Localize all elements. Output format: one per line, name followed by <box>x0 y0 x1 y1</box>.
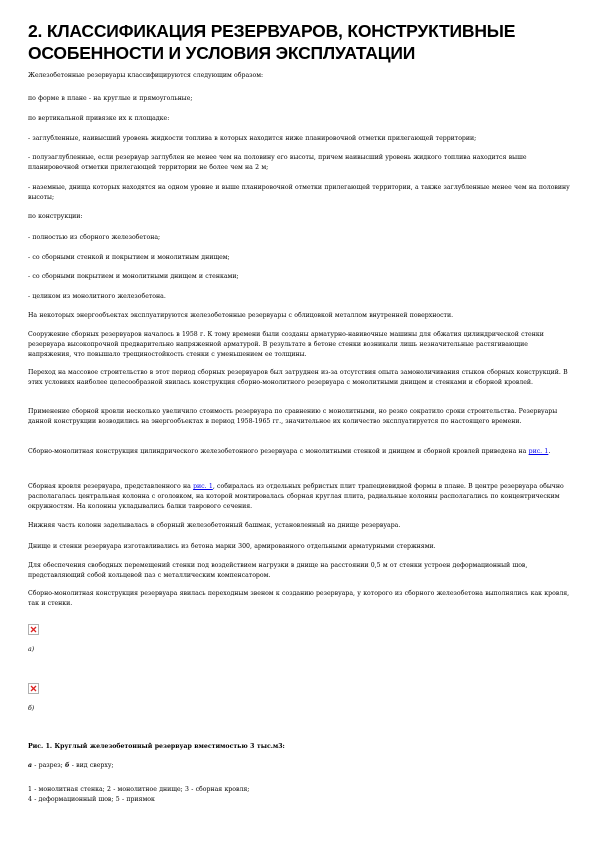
paragraph: Для обеспечения свободных перемещений стенки под воздействием нагрузки в днище на расстоянии 0,5 м от стенки устроен деформационный шов, представляющий собой кольцевой паз с металлическим компенсатором. <box>28 562 528 579</box>
caption-text: - вид сверху; <box>69 762 114 769</box>
paragraph-text: , собиралась из отдельных ребристых плит трапециевидной формы в плане. В центре резервуара обычно располагалась центральная колонна с оголовком, на которой монтировалась сборная круглая плита, радиальные колонны располагались по концентрическим окружностям. На колонны укладывались балки таврового сечения. <box>28 483 564 510</box>
paragraph: по форме в плане - на круглые и прямоугольные; <box>28 95 193 102</box>
paragraph: Нижняя часть колонн заделывалась в сборный железобетонный башмак, установленный на днище резервуара. <box>28 522 401 529</box>
paragraph: - со сборными покрытием и монолитными днищем и стенками; <box>28 273 239 280</box>
figure-label: б) <box>28 705 35 712</box>
paragraph: Сооружение сборных резервуаров началось в 1958 г. К тому времени были созданы арматурно-навивочные машины для обжатия цилиндрической стенки резервуара высокопрочной предварительно напряженной арматурой. В результате в бетоне стенки возникали лишь незначительные растягивающие напряжения, что повышало трещиностойкость стенки с уменьшением ее толщины. <box>28 331 544 358</box>
paragraph: Сборно-монолитная конструкция резервуара явилась переходным звеном к созданию резервуара, у которого из сборного железобетона выполнялись как кровля, так и стенки. <box>28 590 570 607</box>
caption-legend-line: 4 - деформационный шов; 5 - приямок <box>28 796 155 803</box>
caption-legend-line <box>28 761 570 771</box>
figure-link[interactable]: рис. 1 <box>193 483 213 490</box>
figure-label: а) <box>28 646 35 653</box>
paragraph: - полузаглубленные, если резервуар заглублен не менее чем на половину его высоты, причем наивысший уровень жидкого топлива находится выше планировочной отметки прилегающей территории не более чем на 2 м; <box>28 154 527 171</box>
paragraph: На некоторых энергообъектах эксплуатируются железобетонные резервуары с облицовкой металлом внутренней поверхности. <box>28 312 454 319</box>
paragraph <box>28 482 570 512</box>
caption-letter: а <box>28 762 33 769</box>
broken-image-icon <box>28 683 39 694</box>
page-title: 2. КЛАССИФИКАЦИЯ РЕЗЕРВУАРОВ, КОНСТРУКТИВНЫЕ ОСОБЕННОСТИ И УСЛОВИЯ ЭКСПЛУАТАЦИИ <box>28 21 516 63</box>
caption-legend-line: 1 - монолитная стенка; 2 - монолитное днище; 3 - сборная кровля; <box>28 786 250 793</box>
caption-text: - разрез; <box>32 762 66 769</box>
paragraph: - наземные, днища которых находятся на одном уровне и выше планировочной отметки прилегающей территории, а также заглубленные менее чем на половину высоты; <box>28 184 570 201</box>
paragraph-text: . <box>548 448 551 455</box>
paragraph: по вертикальной привязке их к площадке: <box>28 115 170 122</box>
paragraph: Днище и стенки резервуара изготавливались из бетона марки 300, армированного отдельными арматурными стержнями. <box>28 543 436 550</box>
paragraph: по конструкции: <box>28 213 83 220</box>
paragraph <box>28 447 570 457</box>
paragraph: - полностью из сборного железобетона; <box>28 234 161 241</box>
caption-letter: б <box>65 762 70 769</box>
paragraph: - заглубленные, наивысший уровень жидкости топлива в которых находится ниже планировочной отметки прилегающей территории; <box>28 135 477 142</box>
paragraph: - со сборными стенкой и покрытием и монолитным днищем; <box>28 254 230 261</box>
paragraph: Применение сборной кровли несколько увеличило стоимость резервуара по сравнению с монолитными, но резко сократило сроки строительства. Резервуары данной конструкции возводились на энергообъектах в период 1958-1965 гг., значительное их количество эксплуатируется по настоящего времени. <box>28 408 558 425</box>
paragraph: - целиком из монолитного железобетона. <box>28 293 166 300</box>
figure-link[interactable]: рис. 1 <box>528 448 549 455</box>
broken-image-icon <box>28 624 39 635</box>
paragraph: Переход на массовое строительство в этот период сборных резервуаров был затруднен из-за отсутствия опыта замоноличивания стыков сборных конструкций. В этих условиях наиболее целесообразной явилась конструкция сборно-монолитного резервуара с монолитными днищем и стенками и сборной кровлей. <box>28 369 568 386</box>
paragraph: Железобетонные резервуары классифицируются следующим образом: <box>28 72 264 79</box>
paragraph-text: Сборно-монолитная конструкция цилиндрического железобетонного резервуара с монолитными стенкой и днищем и сборной кровлей приведена на <box>28 448 529 455</box>
paragraph-text: Сборная кровля резервуара, представленного на <box>28 483 194 490</box>
figure-caption: Рис. 1. Круглый железобетонный резервуар вместимостью 3 тыс.м3: <box>28 743 285 750</box>
